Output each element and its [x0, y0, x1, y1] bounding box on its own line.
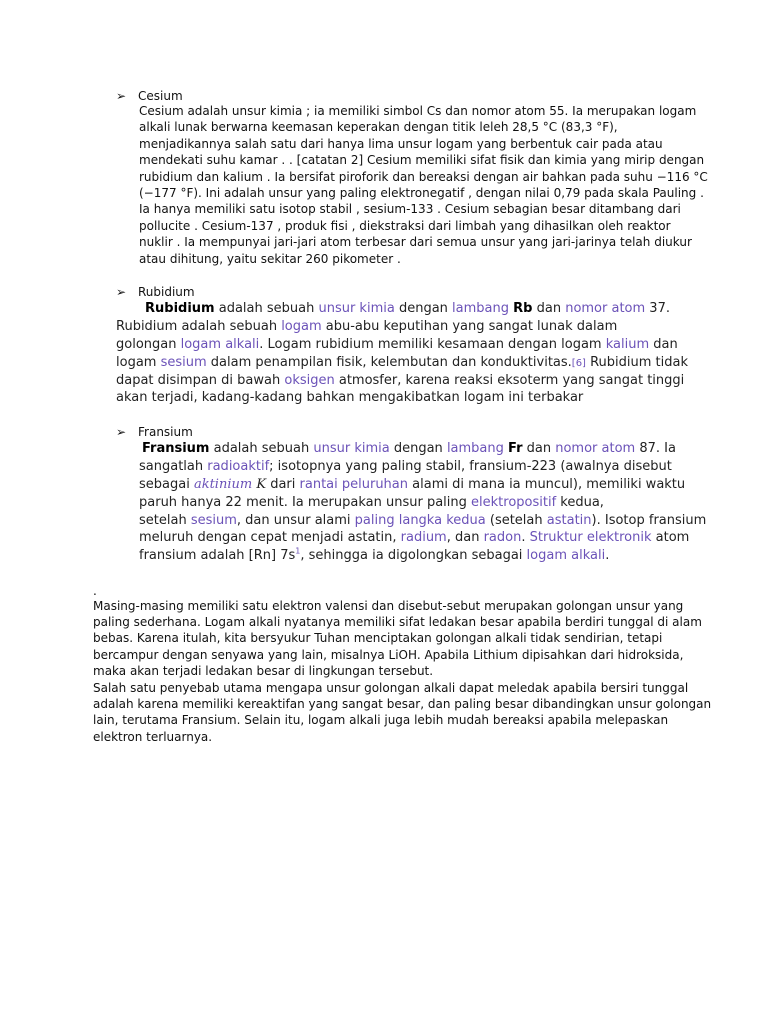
link-oksigen[interactable]: oksigen: [284, 372, 335, 388]
cesium-paragraph: [139, 103, 708, 267]
text-line: Salah satu penyebab utama mengapa unsur golongan alkali dapat meledak apabila bersiri tunggal: [93, 681, 689, 695]
text-line: paling sederhana. Logam alkali nyatanya memiliki sifat ledakan besar apabila berdiri tunggal di alam: [93, 615, 702, 630]
fransium-paragraph: [139, 440, 707, 565]
cesium-line: alkali lunak berwarna keemasan keperakan dengan titik leleh 28,5 °C (83,3 °F),: [139, 120, 618, 135]
cesium-line: Ia hanya memiliki satu isotop stabil , sesium-133 . Cesium sebagian besar ditambang dari: [139, 202, 681, 217]
link-radioaktif[interactable]: radioaktif: [207, 458, 270, 474]
closing-paragraph-2: [93, 680, 712, 745]
link-logam-alkali[interactable]: logam alkali: [180, 336, 260, 352]
text-line: Masing-masing memiliki satu elektron valensi dan disebut-sebut merupakan golongan unsur yang: [93, 599, 684, 613]
link-elektropositif[interactable]: elektropositif: [471, 494, 557, 510]
cesium-line: menjadikannya salah satu dari hanya lima unsur logam yang berbentuk cair pada atau: [139, 136, 663, 151]
link-radium[interactable]: radium: [400, 530, 447, 546]
arrow-bullet-icon: ➢: [116, 285, 127, 299]
fransium-line: meluruh dengan cepat menjadi astatin, radium, dan radon. Struktur elektronik atom: [139, 530, 690, 546]
fransium-heading-text: Fransium: [138, 425, 193, 439]
fransium-line: fransium adalah [Rn] $7s^1$, sehingga ia digolongkan sebagai logam alkali.: [139, 547, 610, 564]
cesium-line: (−177 °F). Ini adalah unsur yang paling elektronegatif , dengan nilai 0,79 pada skala Pauling .: [139, 185, 704, 200]
arrow-bullet-icon: ➢: [116, 425, 127, 439]
rubidium-line: dapat disimpan di bawah oksigen atmosfer, karena reaksi eksoterm yang sangat tinggi: [116, 372, 685, 388]
fransium-line: sangatlah radioaktif; isotopnya yang paling stabil, fransium-223 (awalnya disebut: [139, 458, 672, 474]
link-radon[interactable]: radon: [483, 530, 522, 546]
fransium-line: sebagai aktinium K dari rantai peluruhan alami di mana ia muncul), memiliki waktu: [139, 476, 686, 492]
link-sesium[interactable]: sesium: [190, 512, 237, 528]
fransium-line: paruh hanya 22 menit. Ia merupakan unsur paling elektropositif kedua,: [139, 494, 604, 510]
cesium-line: atau dihitung, yaitu sekitar 260 pikometer .: [139, 251, 401, 266]
cesium-line: mendekati suhu kamar . . [catatan 2] Cesium memiliki sifat fisik dan kimia yang mirip dengan: [139, 153, 705, 168]
rubidium-line: Rubidium adalah sebuah logam abu-abu keputihan yang sangat lunak dalam: [116, 318, 618, 334]
reference-link[interactable]: [6]: [571, 357, 586, 369]
link-astatin[interactable]: astatin: [546, 512, 592, 528]
text-line: adalah karena memiliki kereaktifan yang sangat besar, dan paling besar dibandingkan unsur golongan: [93, 697, 712, 712]
text-line: bercampur dengan senyawa yang lain, misalnya LiOH. Apabila Lithium dipisahkan dari hidroksida,: [93, 647, 684, 662]
link-nomor-atom[interactable]: nomor atom: [555, 441, 636, 456]
link-aktinium[interactable]: aktinium: [193, 476, 253, 492]
rubidium-line: golongan logam alkali. Logam rubidium memiliki kesamaan dengan logam kalium dan: [116, 336, 678, 352]
link-nomor-atom[interactable]: nomor atom: [565, 301, 646, 316]
text-line: maka akan terjadi ledakan besar di lingkungan tersebut.: [93, 663, 434, 678]
link-logam[interactable]: logam: [281, 318, 322, 334]
cesium-heading-text: Cesium: [138, 89, 183, 103]
link-unsur-kimia[interactable]: unsur kimia: [313, 441, 390, 456]
link-unsur-kimia[interactable]: unsur kimia: [318, 301, 395, 316]
rubidium-line: Rubidium adalah sebuah unsur kimia dengan lambang Rb dan nomor atom 37.: [145, 301, 670, 316]
rubidium-paragraph: [116, 300, 689, 407]
link-logam-alkali[interactable]: logam alkali: [526, 548, 606, 564]
text-line: elektron terluarnya.: [93, 729, 213, 744]
link-lambang[interactable]: lambang: [446, 441, 504, 456]
link-kalium[interactable]: kalium: [605, 336, 650, 352]
link-struktur-elektronik[interactable]: Struktur elektronik: [529, 530, 652, 546]
math-k: K: [256, 476, 267, 492]
rubidium-heading-text: Rubidium: [138, 285, 195, 299]
rubidium-line: logam sesium dalam penampilan fisik, kelembutan dan konduktivitas.[6] Rubidium tidak: [116, 354, 689, 370]
link-sesium[interactable]: sesium: [160, 354, 207, 370]
stray-dot: .: [93, 584, 97, 598]
fransium-line: setelah sesium, dan unsur alami paling langka kedua (setelah astatin). Isotop fransium: [139, 512, 707, 528]
cesium-line: Cesium adalah unsur kimia ; ia memiliki simbol Cs dan nomor atom 55. Ia merupakan logam: [139, 104, 697, 118]
arrow-bullet-icon: ➢: [116, 89, 127, 103]
cesium-line: pollucite . Cesium-137 , produk fisi , diekstraksi dari limbah yang dihasilkan oleh reaktor: [139, 218, 671, 233]
rubidium-line: akan terjadi, kadang-kadang bahkan mengakibatkan logam ini terbakar: [116, 390, 584, 406]
cesium-line: rubidium dan kalium . Ia bersifat piroforik dan bereaksi dengan air bahkan pada suhu −116 °C: [139, 169, 708, 184]
closing-paragraph-1: [93, 598, 702, 679]
text-line: bebas. Karena itulah, kita bersyukur Tuhan menciptakan golongan alkali tidak sendirian, tetapi: [93, 631, 663, 646]
rubidium-heading: [116, 284, 195, 300]
superscript-1: 1: [295, 547, 301, 557]
symbol-bold: Fr: [508, 441, 523, 456]
link-rantai-peluruhan[interactable]: rantai peluruhan: [299, 476, 409, 492]
fransium-line: Fransium adalah sebuah unsur kimia dengan lambang Fr dan nomor atom 87. Ia: [142, 441, 676, 456]
text-line: lain, terutama Fransium. Selain itu, logam alkali juga lebih mudah bereaksi apabila melepaskan: [93, 713, 669, 728]
term-bold: Fransium: [142, 441, 210, 456]
term-bold: Rubidium: [145, 301, 215, 316]
link-paling-langka-kedua[interactable]: paling langka kedua: [354, 512, 486, 528]
cesium-line: nuklir . Ia mempunyai jari-jari atom terbesar dari semua unsur yang jari-jarinya telah diukur: [139, 235, 692, 250]
cesium-heading: [116, 88, 183, 104]
fransium-heading: [116, 424, 193, 440]
symbol-bold: Rb: [513, 301, 533, 316]
link-lambang[interactable]: lambang: [452, 301, 509, 316]
